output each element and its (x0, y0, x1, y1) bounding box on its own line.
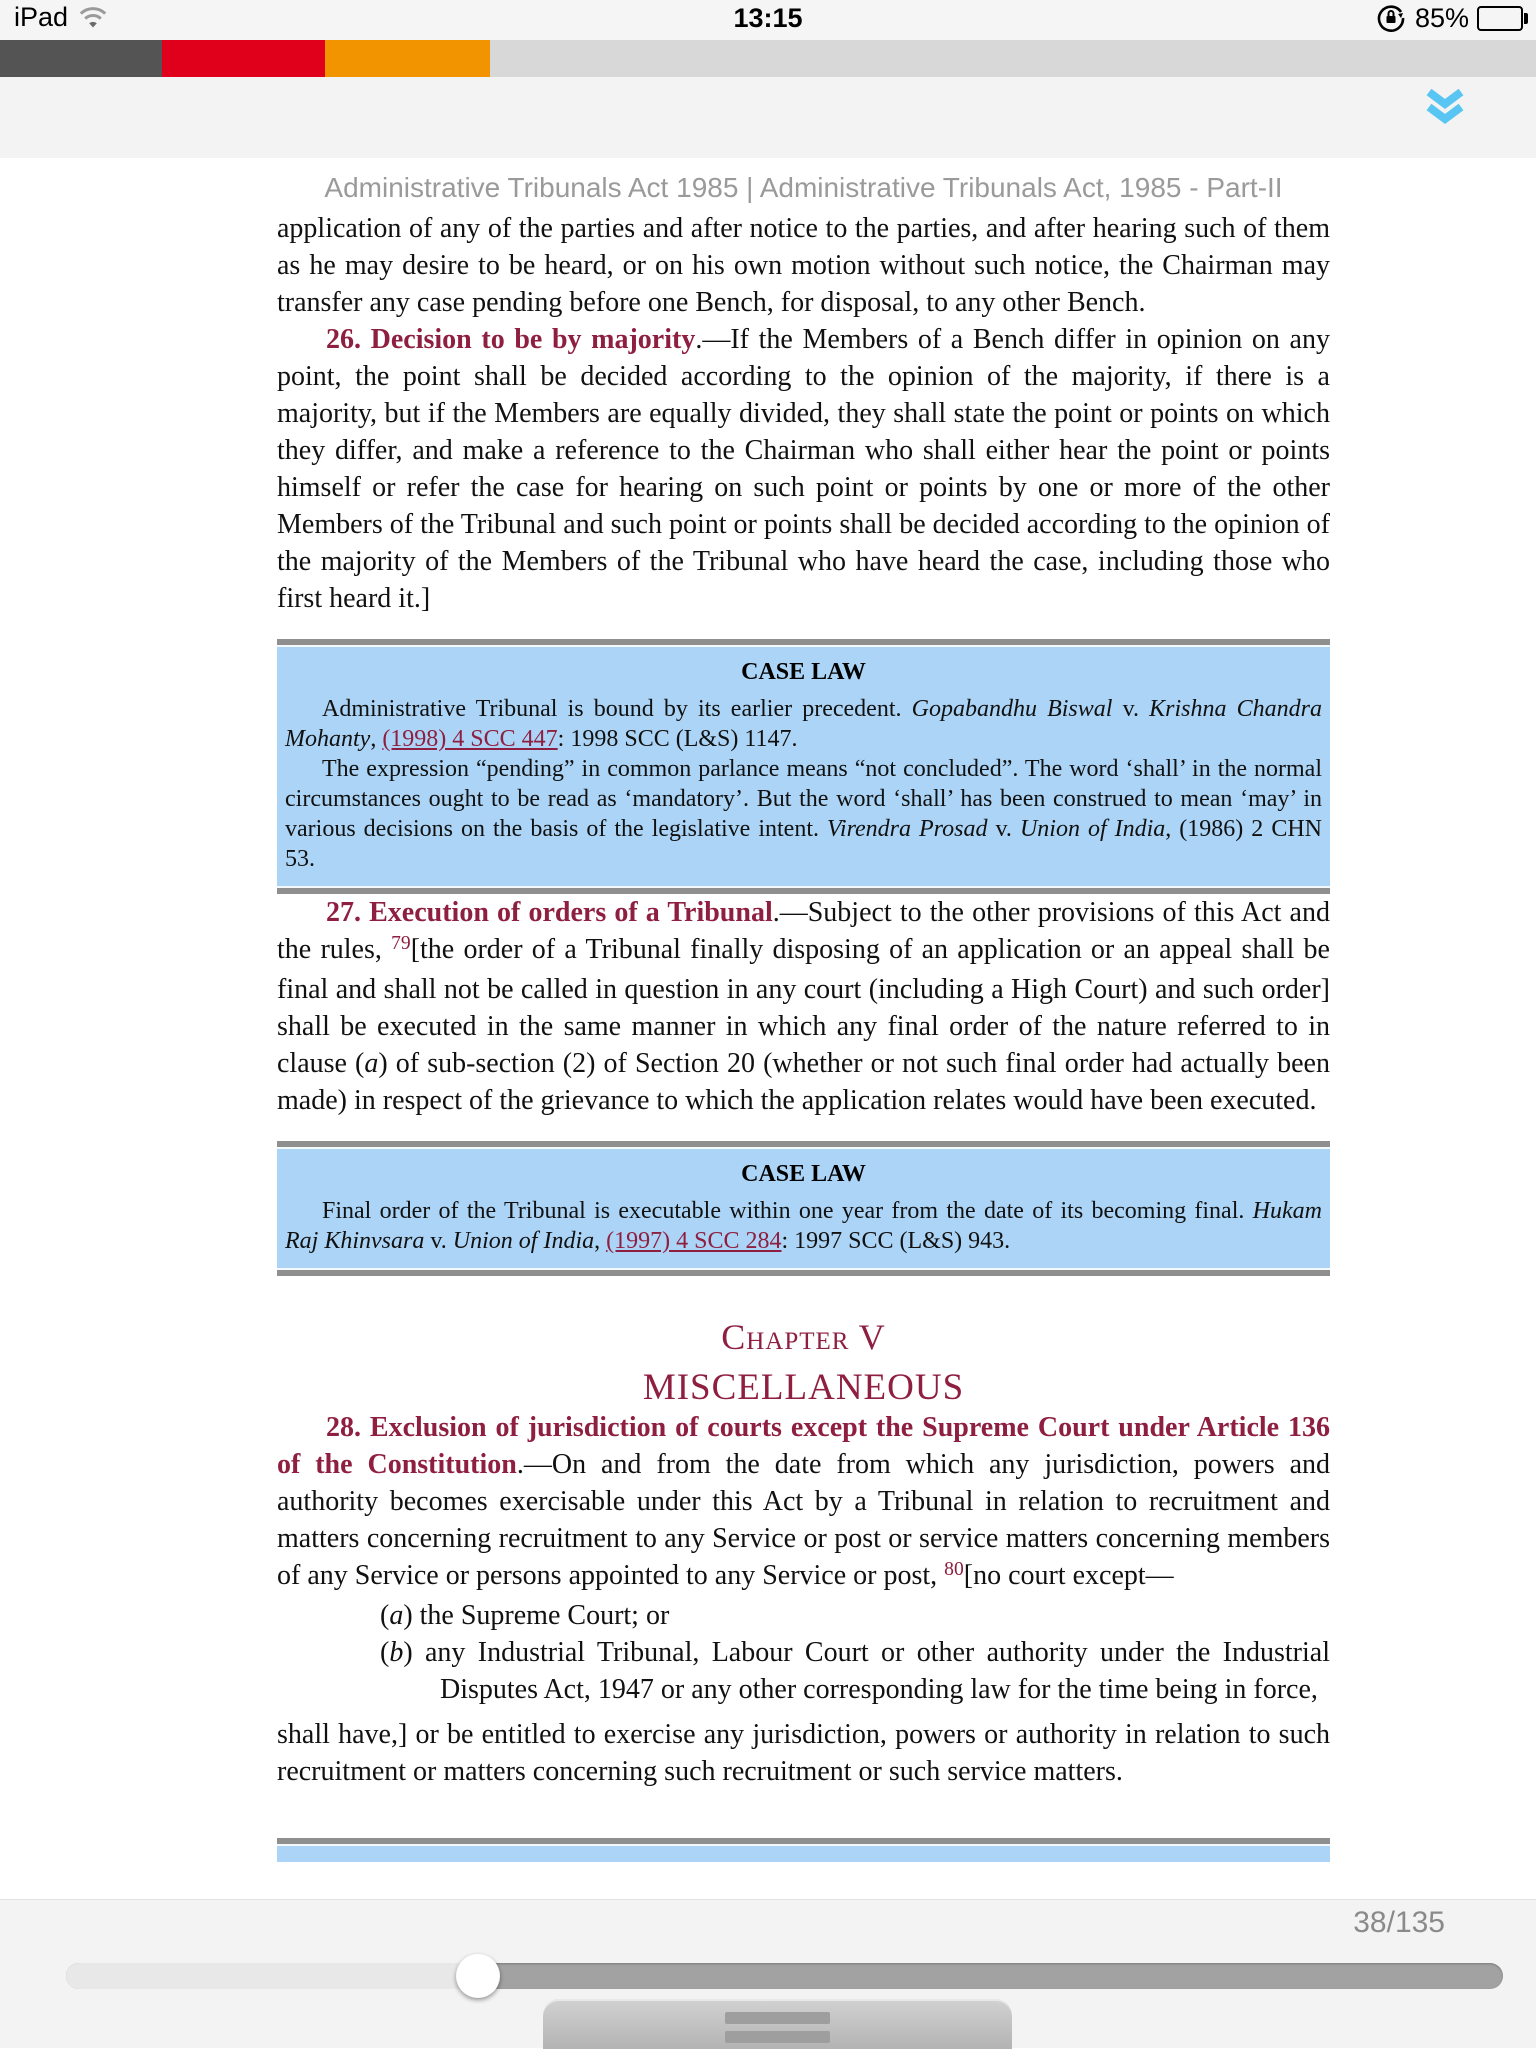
text-run: shall have,] or be entitled to exercise any jurisdiction, powers or authority in relation to such recruitment or matters concerning such recruitment or such service matters. (277, 1719, 1330, 1787)
case-law-heading: CASE LAW (741, 659, 866, 685)
grab-handle[interactable] (543, 1999, 1012, 2049)
text-run: ) of sub-section (2) of Section 20 (whether or not such final order had actually been made) in respect of the grievance to which the application relates would have been executed. (277, 1048, 1330, 1116)
text-run: Final order of the Tribunal is executable within one year from the date of its becoming final. (322, 1198, 1253, 1224)
text-run: , (594, 1228, 607, 1254)
case-citation-link[interactable]: (1997) 4 SCC 284 (606, 1228, 782, 1254)
case-law-box-1 (277, 639, 1330, 894)
text-run: ( (380, 1600, 390, 1631)
text-run: b (389, 1637, 404, 1668)
grip-lines-icon (725, 2031, 830, 2043)
text-run: v. (1112, 696, 1150, 722)
progress-segment-dark (0, 40, 162, 77)
text-run: ) the Supreme Court; or (403, 1600, 670, 1631)
case-law-box-2 (277, 1141, 1330, 1276)
chapter-heading (277, 1316, 1330, 1409)
device-label: iPad (14, 2, 69, 32)
text-run: 28. Exclusion of jurisdiction of courts except the Supreme Court under Article 136 of the Constitution (277, 1412, 1330, 1480)
case-law-box-partial (277, 1838, 1330, 1862)
text-run: 80 (944, 1559, 964, 1581)
chevron-double-down-icon (1424, 89, 1466, 125)
text-run: ( (380, 1637, 390, 1668)
text-run: , (1986) 2 CHN 53. (285, 816, 1322, 872)
slider-track[interactable] (66, 1963, 1503, 1989)
text-run: Union of India (1019, 816, 1166, 842)
text-run: v. (987, 816, 1020, 842)
text-run: [the order of a Tribunal finally disposing of an application or an appeal shall be final and shall not be called in question in any court (including a High Court) and such order] shall be executed in the same manner in which any final order of the nature referred to in clause ( (277, 934, 1330, 1079)
text-run: v. (424, 1228, 453, 1254)
clause-a (277, 1597, 1330, 1634)
progress-segment-red (162, 40, 325, 77)
progress-segment-remaining (490, 40, 1536, 77)
grip-lines-icon (725, 2012, 830, 2024)
collapse-chevron-button[interactable] (1424, 89, 1466, 125)
text-run: : 1997 SCC (L&S) 943. (781, 1228, 1011, 1254)
chapter-number: Chapter V (721, 1317, 886, 1357)
clause-b (277, 1634, 1330, 1708)
case-law-heading: CASE LAW (741, 1161, 866, 1187)
case-citation-link[interactable]: (1998) 4 SCC 447 (382, 726, 558, 752)
rotation-lock-icon (1375, 2, 1407, 34)
text-run: [no court except— (963, 1560, 1174, 1591)
text-run: .—If the Members of a Bench differ in opinion on any point, the point shall be decided according to the opinion of the majority, if there is a majority, but if the Members are equally divided, they shall state the point or points on which they differ, and make a reference to the Chairman who shall either hear the point or points himself or refer the case for hearing on such point or points by one or more of the other Members of the Tribunal and such point or points shall be decided according to the opinion of the majority of the Members of the Tribunal who have heard the case, including those who first heard it.] (277, 324, 1330, 614)
text-run: : 1998 SCC (L&S) 1147. (557, 726, 798, 752)
text-run: .—On and from the date from which any jurisdiction, powers and authority becomes exercisable under this Act by a Tribunal in relation to recruitment and matters concerning recruitment to any Service or post or service matters concerning members of any Service or persons appointed to any Service or post, (277, 1449, 1330, 1591)
section-27-paragraph (277, 894, 1330, 1119)
case-law-paragraph (285, 1196, 1322, 1256)
battery-icon (1477, 6, 1528, 31)
document-page (277, 158, 1330, 1899)
section-28-closing (277, 1716, 1330, 1790)
page-scrubber-slider[interactable] (66, 1963, 1503, 1989)
header-band (0, 77, 1536, 158)
slider-fill (66, 1963, 478, 1989)
text-run: 26. Decision to be by majority (326, 324, 696, 355)
text-run: The expression “pending” in common parlance means “not concluded”. The word ‘shall’ in the normal circumstances ought to be read as ‘mandatory’. But the word ‘shall’ has been construed to mean ‘may’ in various decisions on the basis of the legislative intent. (285, 756, 1322, 842)
slider-thumb[interactable] (456, 1954, 500, 1998)
paragraph-intro (277, 210, 1330, 321)
reading-progress-strip (0, 40, 1536, 77)
text-run: Administrative Tribunal is bound by its earlier precedent. (322, 696, 912, 722)
text-run: ) any Industrial Tribunal, Labour Court or other authority under the Industrial Disputes Act, 1947 or any other corresponding law for the time being in force, (403, 1637, 1330, 1705)
text-run: Hukam Raj Khinvsara (285, 1198, 1322, 1254)
clock: 13:15 (733, 3, 803, 33)
battery-percent-label: 85% (1414, 2, 1469, 33)
text-run: application of any of the parties and after notice to the parties, and after hearing such of them as he may desire to be heard, or on his own motion without such notice, the Chairman may transfer any case pending before one Bench, for disposal, to any other Bench. (277, 213, 1330, 318)
case-law-paragraph (285, 694, 1322, 754)
document-title: Administrative Tribunals Act 1985 | Administrative Tribunals Act, 1985 - Part-II (324, 172, 1283, 203)
text-run: a (389, 1600, 404, 1631)
progress-segment-orange (325, 40, 490, 77)
status-bar (0, 0, 1536, 40)
text-run: , (370, 726, 383, 752)
text-run: Gopabandhu Biswal (911, 696, 1113, 722)
chapter-title: MISCELLANEOUS (642, 1367, 965, 1408)
text-run: Krishna Chandra Mohanty (285, 696, 1322, 752)
text-run: .—Subject to the other provisions of this Act and the rules, (277, 897, 1330, 965)
text-run: Virendra Prosad (827, 816, 988, 842)
page-indicator: 38/135 (1353, 1906, 1445, 1939)
case-law-paragraph (285, 754, 1322, 874)
text-run: 27. Execution of orders of a Tribunal (326, 897, 773, 928)
text-run: a (364, 1048, 379, 1079)
section-26-paragraph (277, 321, 1330, 617)
text-run: Union of India (452, 1228, 595, 1254)
bottom-toolbar (0, 1899, 1536, 2048)
section-28-paragraph (277, 1409, 1330, 1597)
text-run: 79 (391, 933, 411, 955)
